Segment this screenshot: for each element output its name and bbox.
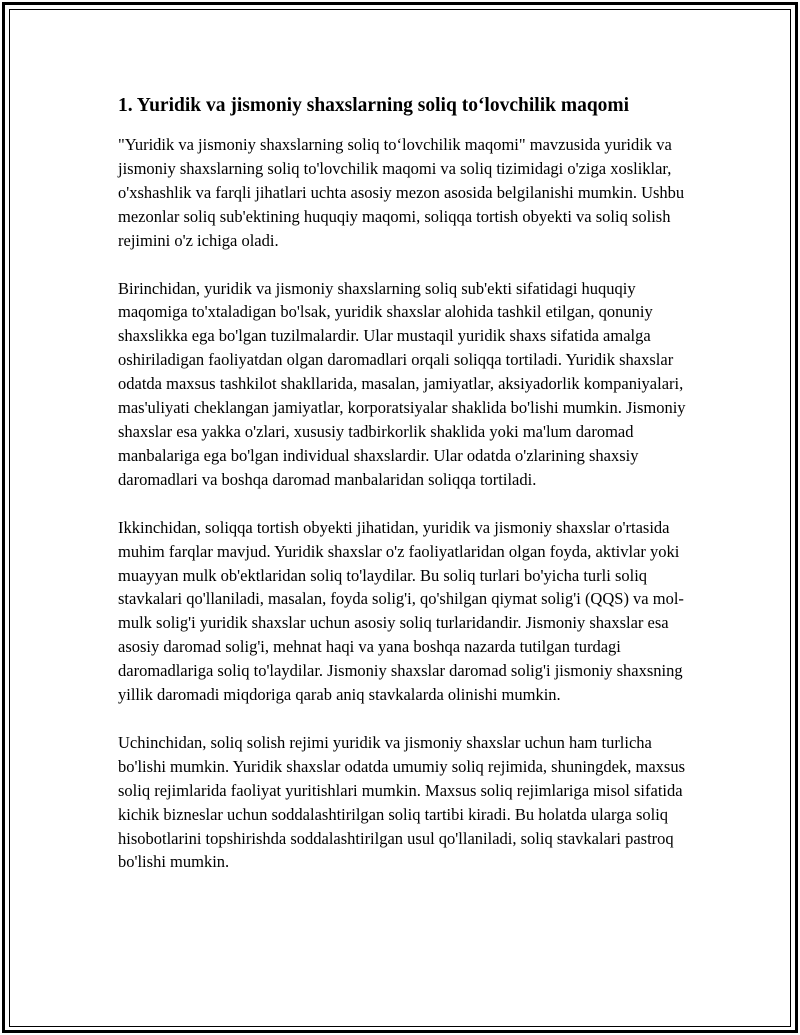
paragraph-first: Birinchidan, yuridik va jismoniy shaxslarning soliq sub'ekti sifatidagi huquqiy maqomiga to'xtaladigan bo'lsak, yuridik shaxslar alohida tashkil etilgan, qonuniy shaxslikka ega bo'lgan tuzilmalardir. Ular mustaqil yuridik shaxs sifatida amalga oshiriladigan faoliyatdan olgan daromadlari orqali soliqqa tortiladi. Yuridik shaxslar odatda maxsus tashkilot shakllarida, masalan, jamiyatlar, aksiyadorlik kompaniyalari, mas'uliyati cheklangan jamiyatlar, korporatsiyalar shaklida bo'lishi mumkin. Jismoniy shaxslar esa yakka o'zlari, xususiy tadbirkorlik shaklida yoki ma'lum daromad manbalariga ega bo'lgan individual shaxslardir. Ular odatda o'zlarining shaxsiy daromadlari va boshqa daromad manbalaridan soliqqa tortiladi. (118, 278, 686, 489)
paragraph-intro: "Yuridik va jismoniy shaxslarning soliq to‘lovchilik maqomi" mavzusida yuridik va jismoniy shaxslarning soliq to'lovchilik maqomi va soliq tizimidagi o'ziga xosliklar, o'xshashlik va farqli jihatlari uchta asosiy mezon asosida belgilanishi mumkin. Ushbu mezonlar soliq sub'ektining huquqiy maqomi, soliqqa tortish obyekti va soliq solish rejimini o'z ichiga oladi. (118, 135, 685, 250)
paragraph-second: Ikkinchidan, soliqqa tortish obyekti jihatidan, yuridik va jismoniy shaxslar o'rtasida muhim farqlar mavjud. Yuridik shaxslar o'z faoliyatlaridan olgan foyda, aktivlar yoki muayyan mulk ob'ektlaridan soliq to'laydilar. Bu soliq turlari bo'yicha turli soliq stavkalari qo'llaniladi, masalan, foyda solig'i, qo'shilgan qiymat solig'i (QQS) va mol-mulk solig'i yuridik shaxslar uchun asosiy soliq turlaridandir. Jismoniy shaxslar esa asosiy daromad solig'i, mehnat haqi va yana boshqa nazarda tutilgan turdagi daromadlariga soliq to'laydilar. Jismoniy shaxslar daromad solig'i jismoniy shaxsning yillik daromadi miqdoriga qarab aniq stavkalarda olinishi mumkin. (118, 517, 684, 705)
document-body (118, 93, 688, 898)
paragraph-third: Uchinchidan, soliq solish rejimi yuridik va jismoniy shaxslar uchun ham turlicha bo'lishi mumkin. Yuridik shaxslar odatda umumiy soliq rejimida, shuningdek, maxsus soliq rejimlarida faoliyat yuritishlari mumkin. Maxsus soliq rejimlariga misol sifatida kichik biznеslar uchun soddalashtirilgan soliq tartibi kiradi. Bu holatda ularga soliq hisobotlarini topshirishda soddalashtirilgan usul qo'llaniladi, soliq stavkalari pastroq bo'lishi mumkin. (118, 732, 685, 872)
section-heading: 1. Yuridik va jismoniy shaxslarning soliq to‘lovchilik maqomi (118, 95, 630, 116)
